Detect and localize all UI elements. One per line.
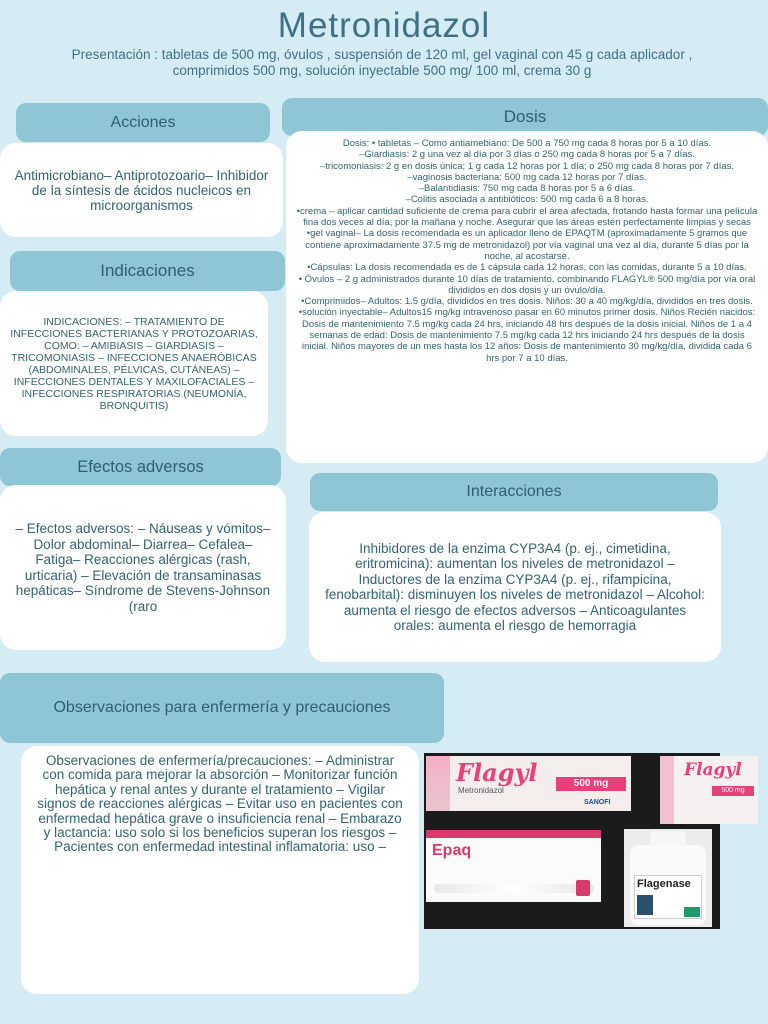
dosis-line: •gel vaginal– La dosis recomendada es un aplicador lleno de EPAQTM (aproximadamente 5 gramos que contiene aproximadamente 37.5 mg de metronidazol) por vía vaginal una vez al día, durante 5 días por la noche, al acostarse. (305, 228, 749, 262)
dosis-line: Dosis: • tabletas – Como antiamebiano: De 500 a 750 mg cada 8 horas por 5 a 10 días. (342, 138, 712, 149)
acciones-header: Acciones (16, 103, 270, 142)
flagyl-dose: 500 mg (556, 777, 626, 791)
observaciones-header: Observaciones para enfermería y precauciones (0, 673, 444, 743)
epaq-tube-cap (576, 880, 590, 896)
indicaciones-header: Indicaciones (10, 251, 285, 291)
dosis-line: • Óvulos – 2 g administrados durante 10 días de tratamiento, combinando FLAGYL® 500 mg/día por vía oral divididos en dos dosis y un óvulo/día. (298, 273, 756, 296)
dosis-card (286, 131, 768, 463)
page-title: Metronidazol (277, 6, 491, 45)
dosis-line: –tricomoniasis: 2 g en dosis única; 1 g cada 12 horas por 1 día; o 250 mg cada 8 horas por 7 días. (319, 160, 735, 172)
dosis-line: –vaginosis bacteriana: 500 mg cada 12 horas por 7 días. (407, 171, 647, 183)
flagyl-box-image (426, 756, 631, 811)
epaq-tube (434, 884, 594, 893)
dosis-line: –Giardiasis: 2 g una vez al día por 3 días o 250 mg cada 8 horas por 5 a 7 días. (359, 149, 695, 161)
epaq-box-image (426, 830, 601, 902)
observaciones-text: Observaciones de enfermería/precauciones: – Administrar con comida para mejorar la absorción – Monitorizar función hepática y renal antes y durante el tratamiento – Vigilar signos de reacciones alérgicas – Evitar uso en pacientes con enfermedad hepática grave o insuficiencia renal – Embarazo y lactancia: uso solo si los beneficios superan los riesgos – Pacientes con enfermedad intestinal inflamatoria: uso – (21, 746, 419, 994)
epaq-brand: Epaq (432, 842, 472, 859)
flagyl-generic: Metronidazol (458, 786, 504, 795)
dosis-line: •Comprimidos– Adultos: 1.5 g/día, divididos en tres dosis. Niños: 30 a 40 mg/kg/día, divididos en tres dosis. (301, 296, 753, 308)
interacciones-text: Inhibidores de la enzima CYP3A4 (p. ej., cimetidina, eritromicina): aumentan los niveles de metronidazol – Inductores de la enzima CYP3A4 (p. ej., rifampicina, fenobarbital): disminuyen los niveles de metronidazol – Alcohol: aumenta el riesgo de efectos adversos – Anticoagulantes orales: aumenta el riesgo de hemorragia (309, 512, 721, 662)
presentation-text: Presentación : tabletas de 500 mg, óvulos , suspensión de 120 ml, gel vaginal con 45 g cada aplicador , comprimidos 500 mg, solución inyectable 500 mg/ 100 ml, crema 30 g (71, 47, 693, 78)
dosis-line: –Colitis asociada a antibióticos: 500 mg cada 6 a 8 horas. (405, 194, 649, 206)
flagyl-brand: Flagyl (456, 758, 538, 787)
dosis-line: –Balantidiasis: 750 mg cada 8 horas por 5 a 6 días. (418, 183, 636, 195)
sanofi-logo: SANOFI (584, 799, 611, 806)
indicaciones-text: INDICACIONES: – TRATAMIENTO DE INFECCIONES BACTERIANAS Y PROTOZOARIAS, COMO: – AMIBIASIS – GIARDIASIS – TRICOMONIASIS – INFECCIONES ANAERÓBICAS (ABDOMINALES, PÉLVICAS, CUTÁNEAS) – INFECCIONES DENTALES Y MAXILOFACIALES – INFECCIONES RESPIRATORIAS (NEUMONÍA, BRONQUITIS) (0, 291, 268, 436)
flagyl-dose-2: 500 mg (712, 786, 754, 796)
dosis-header: Dosis (282, 98, 768, 136)
acciones-text: Antimicrobiano– Antiprotozoario– Inhibidor de la síntesis de ácidos nucleicos en microorganismos (0, 143, 283, 237)
dosis-line: •crema – aplicar cantidad suficiente de crema para cubrir el área afectada, frotando hasta formar una película fina dos veces al día, por la mañana y noche. Asegurar que las áreas estén perfectamente limpias y secas (296, 205, 758, 229)
dosis-line: •Cápsulas: La dosis recomendada es de 1 cápsula cada 12 horas, con las comidas, durante 5 a 10 días. (307, 262, 747, 274)
efectos-text: – Efectos adversos: – Náuseas y vómitos– Dolor abdominal– Diarrea– Cefalea– Fatiga– Reacciones alérgicas (rash, urticaria) – Elevación de transaminasas hepáticas– Síndrome de Stevens-Johnson (raro (0, 485, 286, 650)
interacciones-header: Interacciones (310, 473, 718, 511)
flagyl-box-image-2 (660, 756, 758, 824)
flagenase-brand: Flagenase (637, 878, 691, 890)
flagenase-bottle-image (624, 829, 712, 927)
dosis-line: •solución inyectable– Adultos15 mg/kg intravenoso pasar en 60 minutos primer dosis. Niños Recién nacidos: Dosis de mantenimiento 7.5 mg/kg cada 24 hrs, iniciando 48 hrs después de la dosis inicial. Niños de 1 a 4 semanas de edad: Dosis de mantenimiento 7.5 mg/kg cada 12 hrs iniciando 24 hrs después de la dosis inicial. Niños mayores de un mes hasta los 12 años: Dosis de mantenimiento 30 mg/kg/día, dividida cada 6 hrs por 7 a 10 días. (298, 307, 756, 364)
flagyl-brand-2: Flagyl (684, 760, 742, 780)
efectos-header: Efectos adversos (0, 448, 281, 486)
